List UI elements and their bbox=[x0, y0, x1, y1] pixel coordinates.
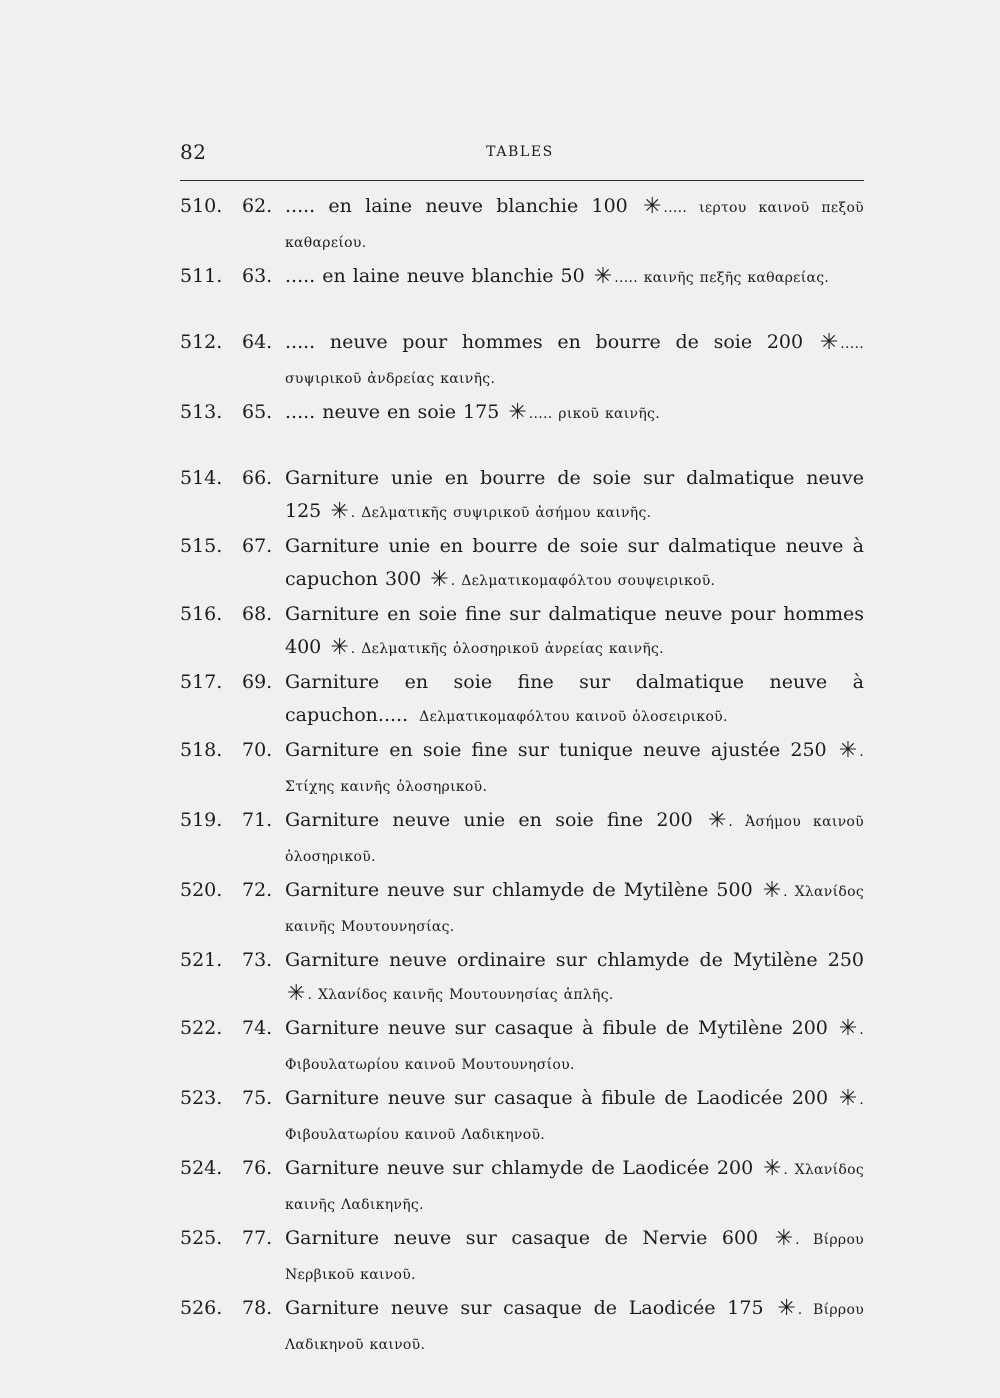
entry bbox=[180, 1292, 864, 1362]
entry-greek: ..... ρικοῦ καινῆς. bbox=[528, 406, 660, 422]
entry-french: ..... en laine neuve blanchie 100 bbox=[285, 195, 628, 217]
entry bbox=[180, 1222, 864, 1292]
entry-text bbox=[285, 462, 864, 530]
entry-text bbox=[285, 396, 864, 431]
entry-text bbox=[285, 260, 864, 295]
entry-list bbox=[180, 190, 864, 1362]
entry-french: ..... neuve pour hommes en bourre de soie 200 bbox=[285, 331, 804, 353]
denarius-star-icon: ✳ bbox=[838, 738, 858, 763]
entry bbox=[180, 1152, 864, 1222]
entry-subnumber: 62. bbox=[242, 195, 273, 217]
entry-text bbox=[285, 804, 864, 874]
running-title: TABLES bbox=[486, 144, 554, 160]
entry-french: ..... neuve en soie 175 bbox=[285, 401, 500, 423]
entry-number: 525. bbox=[180, 1227, 223, 1249]
entry-text bbox=[285, 1222, 864, 1292]
denarius-star-icon: ✳ bbox=[838, 1016, 858, 1041]
entry-text bbox=[285, 874, 864, 944]
entry-subnumber: 66. bbox=[242, 467, 273, 489]
entry-greek: . Δελματικῆς συψιρικοῦ ἀσήμου καινῆς. bbox=[350, 505, 652, 521]
denarius-star-icon: ✳ bbox=[430, 567, 449, 592]
entry-greek: . Φιβουλατωρίου καινοῦ Λαδικηνοῦ. bbox=[285, 1092, 864, 1143]
entry-text bbox=[285, 734, 864, 804]
entry-subnumber: 70. bbox=[242, 739, 273, 761]
entry-text bbox=[285, 1012, 864, 1082]
entry-text bbox=[285, 1082, 864, 1152]
page-header bbox=[180, 140, 860, 170]
entry-number: 518. bbox=[180, 739, 223, 761]
entry-french: Garniture neuve sur casaque de Laodicée 175 bbox=[285, 1297, 764, 1319]
entry-french: Garniture en soie fine sur dalmatique neuve pour hommes 400 bbox=[285, 603, 864, 658]
entry-greek: . Ἀσήμου καινοῦ ὁλοσηρικοῦ. bbox=[285, 814, 864, 865]
entry bbox=[180, 874, 864, 944]
entry-number: 516. bbox=[180, 603, 223, 625]
entry bbox=[180, 260, 864, 326]
entry-number: 520. bbox=[180, 879, 223, 901]
denarius-star-icon: ✳ bbox=[642, 194, 662, 219]
denarius-star-icon: ✳ bbox=[838, 1086, 858, 1111]
entry-subnumber: 78. bbox=[242, 1297, 273, 1319]
header-rule bbox=[180, 180, 864, 181]
entry-greek: ..... ιερτου καινοῦ πεξοῦ καθαρείου. bbox=[285, 200, 864, 251]
entry bbox=[180, 530, 864, 598]
denarius-star-icon: ✳ bbox=[762, 1156, 782, 1181]
entry-french: Garniture neuve ordinaire sur chlamyde de Mytilène 250 bbox=[285, 949, 864, 971]
entry-french: Garniture neuve sur casaque à fibule de Mytilène 200 bbox=[285, 1017, 828, 1039]
entry-text bbox=[285, 530, 864, 598]
entry-subnumber: 63. bbox=[242, 265, 273, 287]
entry bbox=[180, 462, 864, 530]
entry bbox=[180, 326, 864, 396]
entry-text bbox=[285, 1292, 864, 1362]
entry-french: Garniture neuve sur chlamyde de Mytilène 500 bbox=[285, 879, 753, 901]
entry-french: Garniture unie en bourre de soie sur dalmatique neuve à capuchon 300 bbox=[285, 535, 864, 590]
entry-number: 523. bbox=[180, 1087, 223, 1109]
entry-subnumber: 67. bbox=[242, 535, 273, 557]
entry-number: 511. bbox=[180, 265, 223, 287]
entry-greek: Δελματικομαφόλτου καινοῦ ὁλοσειρικοῦ. bbox=[419, 709, 728, 725]
entry-number: 517. bbox=[180, 671, 223, 693]
entry-subnumber: 69. bbox=[242, 671, 273, 693]
entry bbox=[180, 396, 864, 462]
entry-subnumber: 75. bbox=[242, 1087, 273, 1109]
entry-greek: . Χλανίδος καινῆς Μουτουνησίας ἁπλῆς. bbox=[307, 987, 614, 1003]
entry bbox=[180, 666, 864, 734]
entry-text bbox=[285, 666, 864, 734]
entry-text bbox=[285, 190, 864, 260]
entry-number: 513. bbox=[180, 401, 223, 423]
entry-french: Garniture en soie fine sur tunique neuve ajustée 250 bbox=[285, 739, 827, 761]
entry-number: 521. bbox=[180, 949, 223, 971]
entry-subnumber: 73. bbox=[242, 949, 273, 971]
entry-text bbox=[285, 944, 864, 1012]
entry-subnumber: 65. bbox=[242, 401, 273, 423]
entry-french: Garniture en soie fine sur dalmatique neuve à capuchon..... bbox=[285, 671, 864, 726]
entry-greek: . Φιβουλατωρίου καινοῦ Μουτουνησίου. bbox=[285, 1022, 864, 1073]
denarius-star-icon: ✳ bbox=[330, 499, 349, 524]
entry-greek: . Χλανίδος καινῆς Μουτουνησίας. bbox=[285, 884, 864, 935]
entry-number: 514. bbox=[180, 467, 223, 489]
entry-greek: ..... καινῆς πεξῆς καθαρείας. bbox=[614, 270, 830, 286]
denarius-star-icon: ✳ bbox=[508, 400, 527, 425]
denarius-star-icon: ✳ bbox=[287, 981, 306, 1006]
entry-greek: . Χλανίδος καινῆς Λαδικηνῆς. bbox=[285, 1162, 864, 1213]
denarius-star-icon: ✳ bbox=[330, 635, 349, 660]
entry-french: Garniture neuve sur casaque à fibule de Laodicée 200 bbox=[285, 1087, 829, 1109]
denarius-star-icon: ✳ bbox=[707, 808, 727, 833]
entry-subnumber: 68. bbox=[242, 603, 273, 625]
entry-subnumber: 64. bbox=[242, 331, 273, 353]
entry bbox=[180, 190, 864, 260]
denarius-star-icon: ✳ bbox=[774, 1226, 794, 1251]
entry-number: 519. bbox=[180, 809, 223, 831]
entry bbox=[180, 944, 864, 1012]
entry bbox=[180, 1082, 864, 1152]
entry-greek: . Βίρρου Νερβικοῦ καινοῦ. bbox=[285, 1232, 864, 1283]
entry-french: Garniture neuve unie en soie fine 200 bbox=[285, 809, 693, 831]
entry-greek: ..... συψιρικοῦ ἀνδρείας καινῆς. bbox=[285, 336, 865, 387]
entry bbox=[180, 734, 864, 804]
entry-number: 510. bbox=[180, 195, 223, 217]
entry-subnumber: 71. bbox=[242, 809, 273, 831]
entry-french: Garniture neuve sur casaque de Nervie 600 bbox=[285, 1227, 759, 1249]
entry bbox=[180, 804, 864, 874]
entry-subnumber: 77. bbox=[242, 1227, 273, 1249]
entry-greek: . Δελματικῆς ὁλοσηρικοῦ ἀνρείας καινῆς. bbox=[350, 641, 664, 657]
entry-french: Garniture unie en bourre de soie sur dalmatique neuve 125 bbox=[285, 467, 864, 522]
entry-greek: . Δελματικομαφόλτου σουψειρικοῦ. bbox=[450, 573, 716, 589]
denarius-star-icon: ✳ bbox=[777, 1296, 796, 1321]
page-number: 82 bbox=[180, 140, 207, 164]
entry-text bbox=[285, 1152, 864, 1222]
denarius-star-icon: ✳ bbox=[762, 878, 782, 903]
entry-subnumber: 74. bbox=[242, 1017, 273, 1039]
entry-text bbox=[285, 326, 864, 396]
entry-subnumber: 76. bbox=[242, 1157, 273, 1179]
entry bbox=[180, 598, 864, 666]
entry-number: 522. bbox=[180, 1017, 223, 1039]
entry-number: 526. bbox=[180, 1297, 223, 1319]
entry-greek: . Βίρρου Λαδικηνοῦ καινοῦ. bbox=[285, 1302, 865, 1353]
entry-number: 524. bbox=[180, 1157, 223, 1179]
entry bbox=[180, 1012, 864, 1082]
entry-number: 512. bbox=[180, 331, 223, 353]
denarius-star-icon: ✳ bbox=[593, 264, 613, 289]
entry-number: 515. bbox=[180, 535, 223, 557]
denarius-star-icon: ✳ bbox=[819, 330, 839, 355]
entry-text bbox=[285, 598, 864, 666]
entry-french: ..... en laine neuve blanchie 50 bbox=[285, 265, 585, 287]
entry-subnumber: 72. bbox=[242, 879, 273, 901]
entry-greek: . Στίχης καινῆς ὁλοσηρικοῦ. bbox=[285, 744, 864, 795]
entry-french: Garniture neuve sur chlamyde de Laodicée 200 bbox=[285, 1157, 754, 1179]
